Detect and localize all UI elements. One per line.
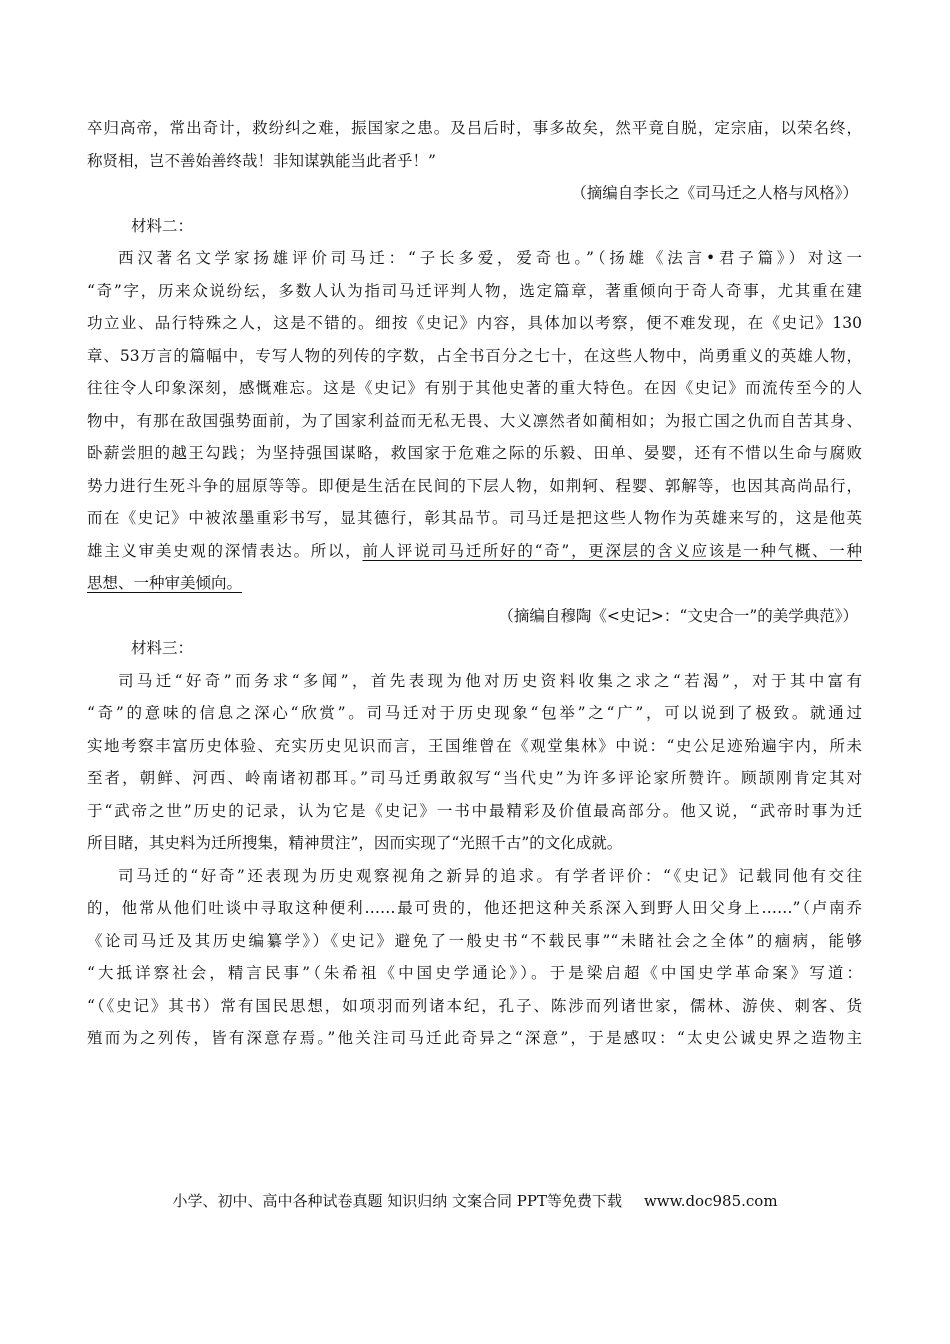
document-page <box>87 112 862 1055</box>
source-citation: （摘编自穆陶《<史记>：“文史合一”的美学典范》） <box>498 606 858 625</box>
section-heading: 材料三： <box>131 639 194 657</box>
text-line: 势力进行生死斗争的屈原等等。即便是生活在民间的下层人物，如荆轲、程婴、郭解等，也因其高尚品行， <box>87 476 862 495</box>
text-line: 章、53万言的篇幅中，专写人物的列传的字数，占全书百分之七十，在这些人物中，尚勇重义的英雄人物， <box>87 346 862 365</box>
text-line: “大抵详察社会，精言民事”（朱希祖《中国史学通论》）。于是梁启超《中国史学革命案》写道： <box>87 964 862 982</box>
text-line: 而在《史记》中被浓墨重彩书写，显其德行，彰其品节。司马迁是把这些人物作为英雄来写的，这是他英 <box>87 509 862 527</box>
text-line: 的，他常从他们吐谈中寻取这种便利……最可贵的，他还把这种关系深入到野人田父身上……”（卢南乔 <box>87 899 862 917</box>
text-segment: 雄主义审美史观的深情表达。所以， <box>87 541 363 560</box>
underlined-key-sentence: 前人评说司马迁所好的“奇”，更深层的含义应该是一种气概、一种 <box>362 541 862 560</box>
text-line: 卧薪尝胆的越王勾践；为坚持强国谋略，救国家于危难之际的乐毅、田单、晏婴，还有不惜以生命与腐败 <box>87 444 862 462</box>
text-line: 司马迁“好奇”而务求“多闻”，首先表现为他对历史资料收集之求之“若渴”，对于其中富有 <box>118 671 862 690</box>
footer-slogan: 小学、初中、高中各种试卷真题 知识归纳 文案合同 PPT等免费下载 <box>172 1192 622 1210</box>
underlined-key-sentence: 思想、一种审美倾向。 <box>87 574 243 592</box>
page-footer <box>0 1190 950 1211</box>
text-line: 称贤相，岂不善始善终哉！非知谋孰能当此者乎！” <box>87 151 436 170</box>
text-line: “（《史记》其书）常有国民思想，如项羽而列诸本纪，孔子、陈涉而列诸世家，儒林、游侠、刺客、货 <box>87 996 862 1015</box>
text-line: 物中，有那在敌国强势面前，为了国家利益而无私无畏、大义凛然者如蔺相如；为报亡国之仇而自苦其身、 <box>87 411 862 430</box>
text-line: 功立业、品行特殊之人，这是不错的。细按《史记》内容，具体加以考察，便不难发现，在《史记》130 <box>87 314 862 332</box>
text-line: 殖而为之列传，皆有深意存焉。”他关注司马迁此奇异之“深意”，于是感叹：“太史公诚史界之造物主 <box>87 1029 862 1047</box>
text-line: 至者，朝鲜、河西、岭南诸初郡耳。”司马迁勇敢叙写“当代史”为许多评论家所赞许。顾颉刚肯定其对 <box>87 769 862 787</box>
text-line: “奇”的意味的信息之深心“欣赏”。司马迁对于历史现象“包举”之“广”，可以说到了极致。就通过 <box>87 704 862 722</box>
source-citation: （摘编自李长之《司马迁之人格与风格》） <box>571 184 858 202</box>
material-one-tail <box>87 112 862 210</box>
text-line: 司马迁的“好奇”还表现为历史观察视角之新异的追求。有学者评价：“《史记》记载同他有交往 <box>118 866 862 885</box>
text-line: 往往令人印象深刻，感慨难忘。这是《史记》有别于其他史著的重大特色。在因《史记》而流传至今的人 <box>87 379 862 397</box>
text-line: “奇”字，历来众说纷纭，多数人认为指司马迁评判人物，选定篇章，著重倾向于奇人奇事，尤其重在建 <box>87 281 862 300</box>
text-line: 于“武帝之世”历史的记录，认为它是《史记》一书中最精彩及价值最高部分。他又说，“武帝时事为迁 <box>87 801 862 820</box>
text-line <box>87 535 862 568</box>
material-two <box>87 210 862 633</box>
material-three <box>87 632 862 1055</box>
text-line: 卒归高帝，常出奇计，救纷纠之难，振国家之患。及吕后时，事多故矣，然平竟自脱，定宗庙，以荣名终， <box>87 119 862 137</box>
text-line: 《论司马迁及其历史编纂学》）《史记》避免了一般史书“不载民事”“未睹社会之全体”的痼病，能够 <box>87 931 862 950</box>
text-line: 所目睹，其史料为迁所搜集，精神贯注”，因而实现了“光照千古”的文化成就。 <box>87 834 623 852</box>
text-line: 西汉著名文学家扬雄评价司马迁：“子长多爱，爱奇也。”（扬雄《法言•君子篇》）对这一 <box>118 249 862 267</box>
section-heading: 材料二： <box>131 216 194 235</box>
text-line: 实地考察丰富历史体验、充实历史见识而言，王国维曾在《观堂集林》中说：“史公足迹殆遍宇内，所未 <box>87 736 862 755</box>
footer-url[interactable]: www.doc985.com <box>643 1192 778 1210</box>
text-line <box>87 567 862 600</box>
